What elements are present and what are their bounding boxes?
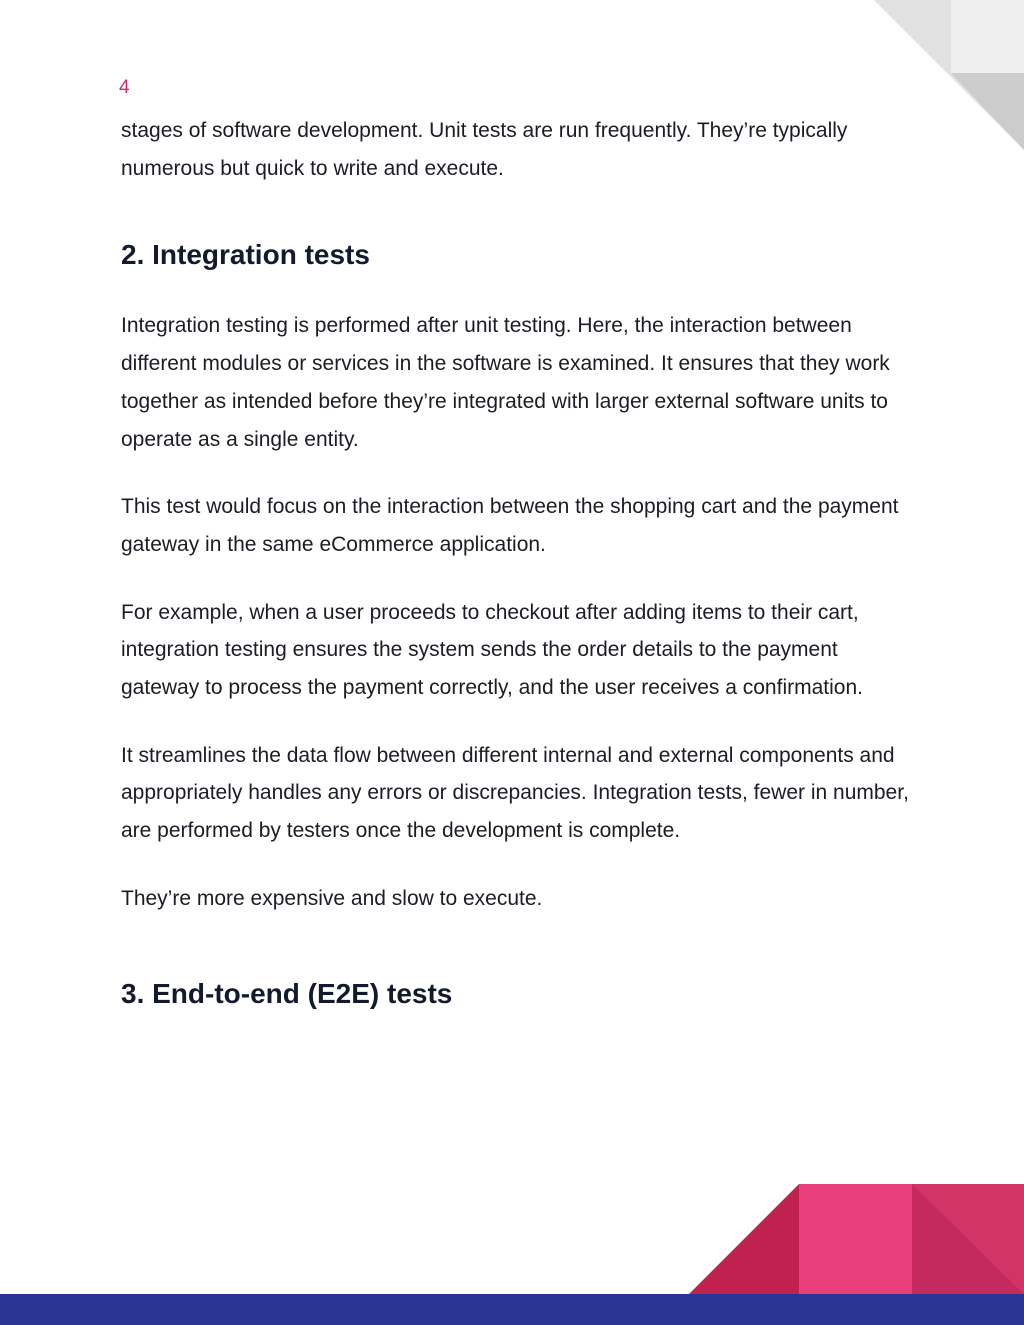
page-number: 4 <box>119 77 130 98</box>
intro-paragraph: stages of software development. Unit tests are run frequently. They’re typically numerous but quick to write and execute. <box>121 119 848 180</box>
corner-decoration-bottom <box>689 1184 1024 1294</box>
paragraph: This test would focus on the interaction between the shopping cart and the payment gateway in the same eCommerce application. <box>121 495 899 556</box>
paragraph: They’re more expensive and slow to execute. <box>121 886 543 910</box>
section-heading-integration-tests: 2. Integration tests <box>121 239 370 271</box>
paragraph: For example, when a user proceeds to checkout after adding items to their cart, integration testing ensures the system sends the order details to the payment gateway to process the payment correctly, and the user receives a confirmation. <box>121 600 863 700</box>
document-body <box>121 112 911 1012</box>
paragraph: Integration testing is performed after unit testing. Here, the interaction between different modules or services in the software is examined. It ensures that they work together as intended before they’re integrated with larger external software units to operate as a single entity. <box>121 314 890 451</box>
section-heading-e2e-tests: 3. End-to-end (E2E) tests <box>121 977 453 1009</box>
footer-band <box>0 1294 1024 1325</box>
paragraph: It streamlines the data flow between different internal and external components and appropriately handles any errors or discrepancies. Integration tests, fewer in number, are performed by testers once the development is complete. <box>121 743 909 843</box>
